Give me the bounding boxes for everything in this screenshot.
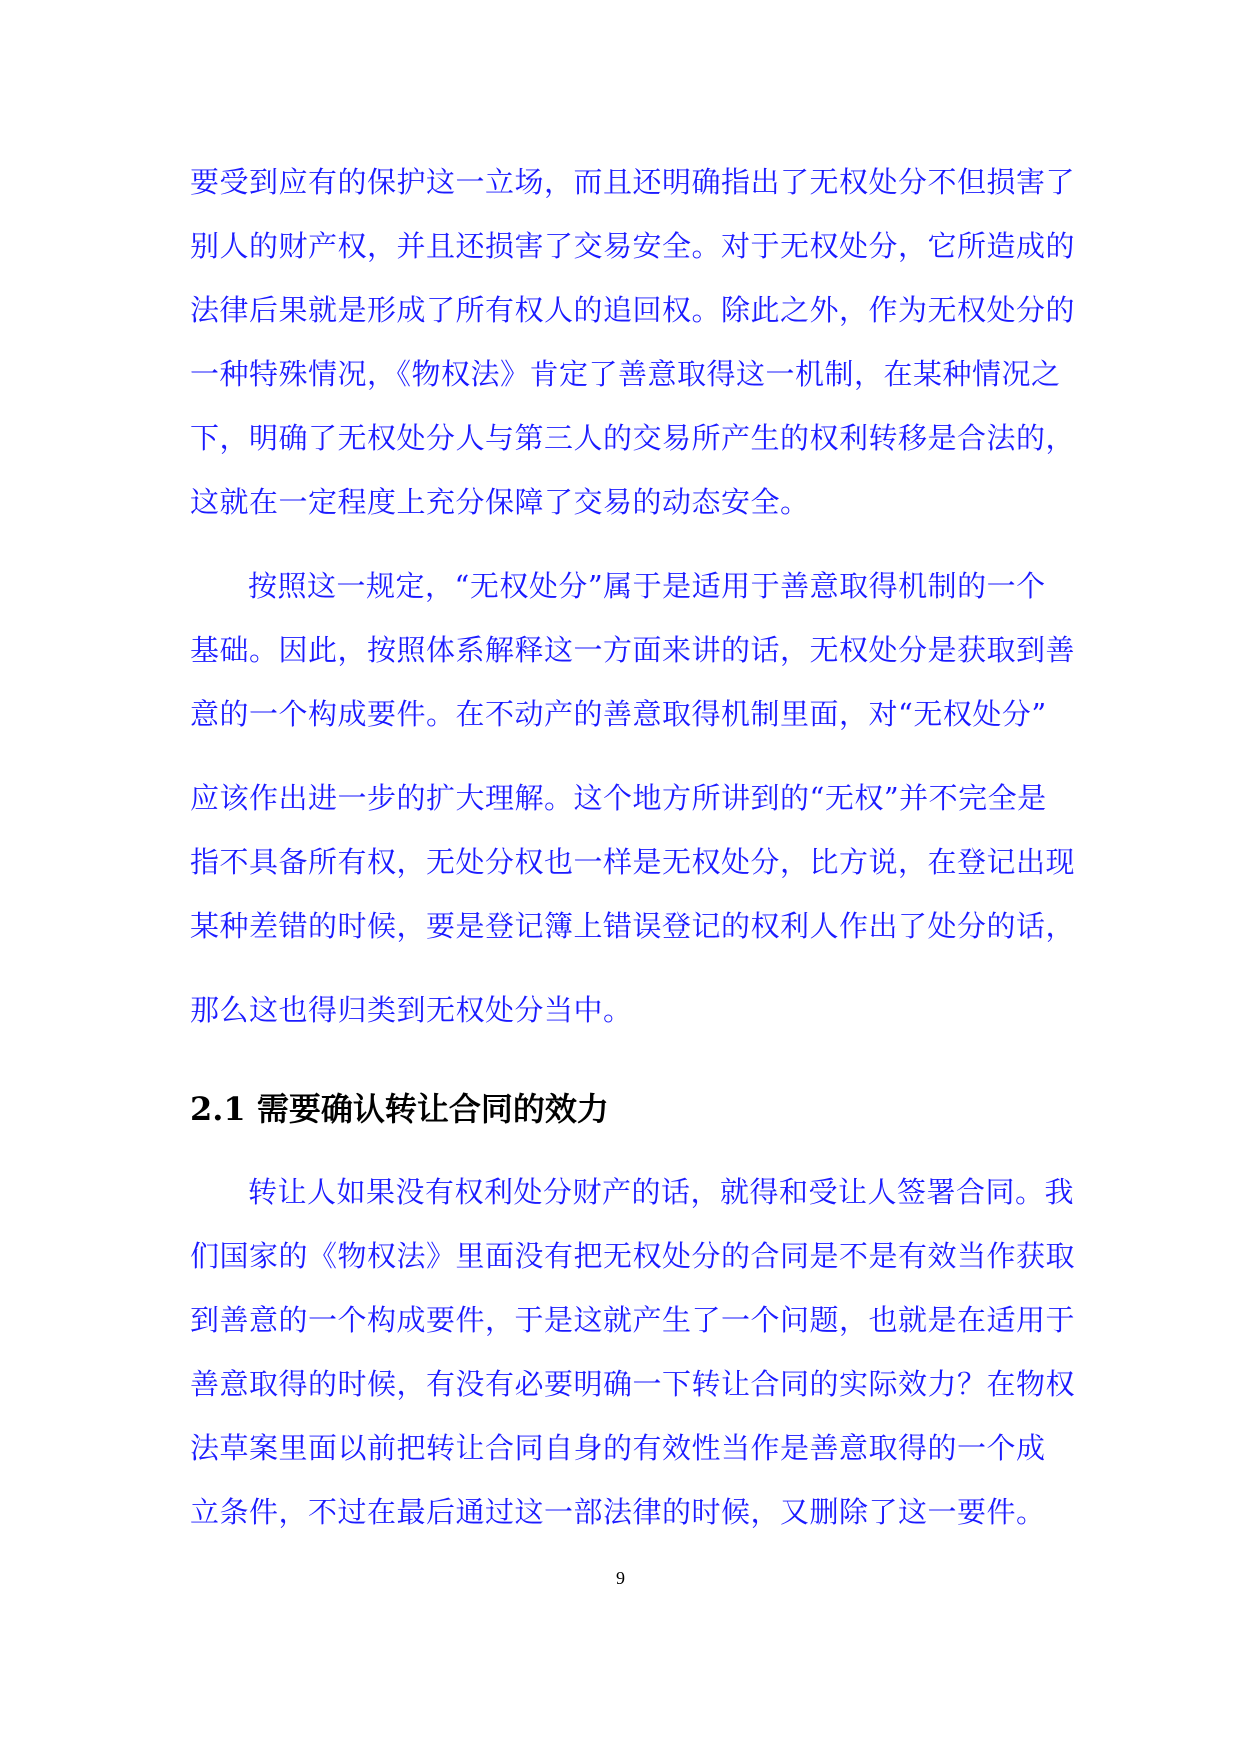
paragraph-3-line-6: 立条件，不过在最后通过这一部法律的时候，又删除了这一要件。: [190, 1495, 1046, 1529]
paragraph-2-line-6: 某种差错的时候，要是登记簿上错误登记的权利人作出了处分的话，: [190, 909, 1076, 943]
paragraph-1-line-3: 法律后果就是形成了所有权人的追回权。除此之外，作为无权处分的: [190, 293, 1076, 327]
paragraph-1-line-5: 下，明确了无权处分人与第三人的交易所产生的权利转移是合法的，: [190, 421, 1076, 455]
paragraph-3-line-2: 们国家的《物权法》里面没有把无权处分的合同是不是有效当作获取: [190, 1239, 1076, 1273]
page-number: 9: [616, 1568, 625, 1588]
paragraph-2-line-2: 基础。因此，按照体系解释这一方面来讲的话，无权处分是获取到善: [190, 633, 1076, 667]
paragraph-2-line-1: 按照这一规定，“无权处分”属于是适用于善意取得机制的一个: [248, 569, 1046, 603]
paragraph-3-line-4: 善意取得的时候，有没有必要明确一下转让合同的实际效力？在物权: [190, 1367, 1076, 1401]
paragraph-2-line-5: 指不具备所有权，无处分权也一样是无权处分，比方说，在登记出现: [190, 845, 1076, 879]
paragraph-1-line-2: 别人的财产权，并且还损害了交易安全。对于无权处分，它所造成的: [190, 229, 1076, 263]
paragraph-2-line-7: 那么这也得归类到无权处分当中。: [190, 993, 633, 1027]
paragraph-1-line-4: 一种特殊情况，《物权法》肯定了善意取得这一机制，在某种情况之: [190, 357, 1061, 391]
paragraph-2-line-4: 应该作出进一步的扩大理解。这个地方所讲到的“无权”并不完全是: [190, 781, 1047, 815]
paragraph-3-line-5: 法草案里面以前把转让合同自身的有效性当作是善意取得的一个成: [190, 1431, 1046, 1465]
paragraph-2-line-3: 意的一个构成要件。在不动产的善意取得机制里面，对“无权处分”: [190, 697, 1047, 731]
section-heading: 2.1 需要确认转让合同的效力: [190, 1090, 609, 1128]
paragraph-3-line-1: 转让人如果没有权利处分财产的话，就得和受让人签署合同。我: [248, 1175, 1075, 1209]
paragraph-1-line-6: 这就在一定程度上充分保障了交易的动态安全。: [190, 485, 810, 519]
paragraph-3-line-3: 到善意的一个构成要件，于是这就产生了一个问题，也就是在适用于: [190, 1303, 1076, 1337]
paragraph-1-line-1: 要受到应有的保护这一立场，而且还明确指出了无权处分不但损害了: [190, 165, 1076, 199]
